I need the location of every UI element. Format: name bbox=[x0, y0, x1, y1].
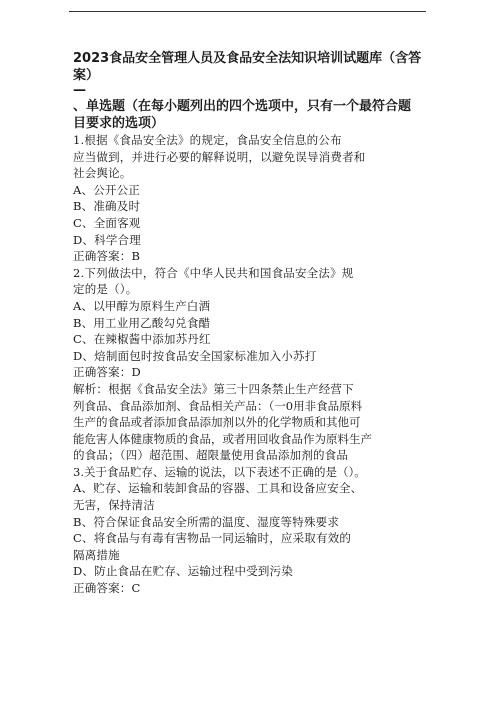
question-3-option-a: 无害，保持清洁 bbox=[73, 498, 155, 513]
question-2-answer: 正确答案：D bbox=[73, 365, 141, 380]
question-3-option-b: B、符合保证食品安全所需的温度、湿度等特殊要求 bbox=[73, 514, 340, 529]
question-2-explanation: 能危害人体健康物质的食品，或者用回收食品作为原料生产 bbox=[73, 431, 372, 446]
title-line: 案） bbox=[73, 68, 100, 83]
question-1-option-a: A、公开公正 bbox=[73, 182, 141, 197]
question-2-text: 定的是（）。 bbox=[73, 282, 138, 297]
document-title bbox=[73, 50, 428, 84]
header-rule bbox=[69, 11, 426, 12]
section-heading-line: 、单选题（在每小题列出的四个选项中，只有一个最符合题 bbox=[73, 99, 412, 114]
question-2-option-b: B、用工业用乙酸勾兑食醋 bbox=[73, 315, 211, 330]
question-3-answer: 正确答案：C bbox=[73, 581, 141, 596]
question-2-explanation: 解析：根据《食品安全法》第三十四条禁止生产经营下 bbox=[73, 381, 354, 396]
title-line: 2023食品安全管理人员及食品安全法知识培训试题库（含答 bbox=[73, 51, 422, 66]
question-1-text: 应当做到，并进行必要的解释说明，以避免误导消费者和 bbox=[73, 149, 366, 164]
question-1-option-b: B、准确及时 bbox=[73, 199, 141, 214]
section-number-dash: — bbox=[73, 83, 86, 98]
question-2-explanation: 生产的食品或者添加食品添加剂以外的化学物质和其他可 bbox=[73, 415, 361, 430]
question-2-explanation: 列食品、食品添加剂、食品相关产品：（一0用非食品原料 bbox=[73, 398, 363, 413]
question-1-option-c: C、全面客观 bbox=[73, 215, 141, 230]
question-1-option-d: D、科学合理 bbox=[73, 232, 141, 247]
question-2-option-c: C、在辣椒酱中添加苏丹红 bbox=[73, 332, 211, 347]
section-heading-line: 目要求的选项） bbox=[73, 116, 165, 131]
question-3-text: 3.关于食品贮存、运输的说法，以下表述不正确的是（）。 bbox=[73, 464, 366, 479]
section-heading bbox=[73, 98, 428, 132]
question-2-option-d: D、焙制面包时按食品安全国家标准加入小苏打 bbox=[73, 348, 317, 363]
question-3-option-c: 隔离措施 bbox=[73, 547, 120, 562]
question-list bbox=[73, 132, 428, 597]
question-1-text: 1.根据《食品安全法》的规定，食品安全信息的公布 bbox=[73, 133, 342, 147]
question-1-answer: 正确答案：B bbox=[73, 249, 141, 264]
question-3-option-a: A、贮存、运输和装卸食品的容器、工具和设备应安全、 bbox=[73, 481, 363, 496]
question-3-option-d: D、防止食品在贮存、运输过程中受到污染 bbox=[73, 564, 294, 579]
question-2-text: 2.下列做法中，符合《中华人民共和国食品安全法》规 bbox=[73, 265, 354, 280]
document-body bbox=[73, 50, 428, 597]
question-2-explanation: 的食品；（四）超范围、超限量使用食品添加剂的食品 bbox=[73, 448, 349, 463]
question-3-option-c: C、将食品与有毒有害物品一同运输时，应采取有效的 bbox=[73, 531, 352, 546]
question-1-text: 社会舆论。 bbox=[73, 166, 132, 181]
question-2-option-a: A、以甲醇为原料生产白酒 bbox=[73, 298, 211, 313]
